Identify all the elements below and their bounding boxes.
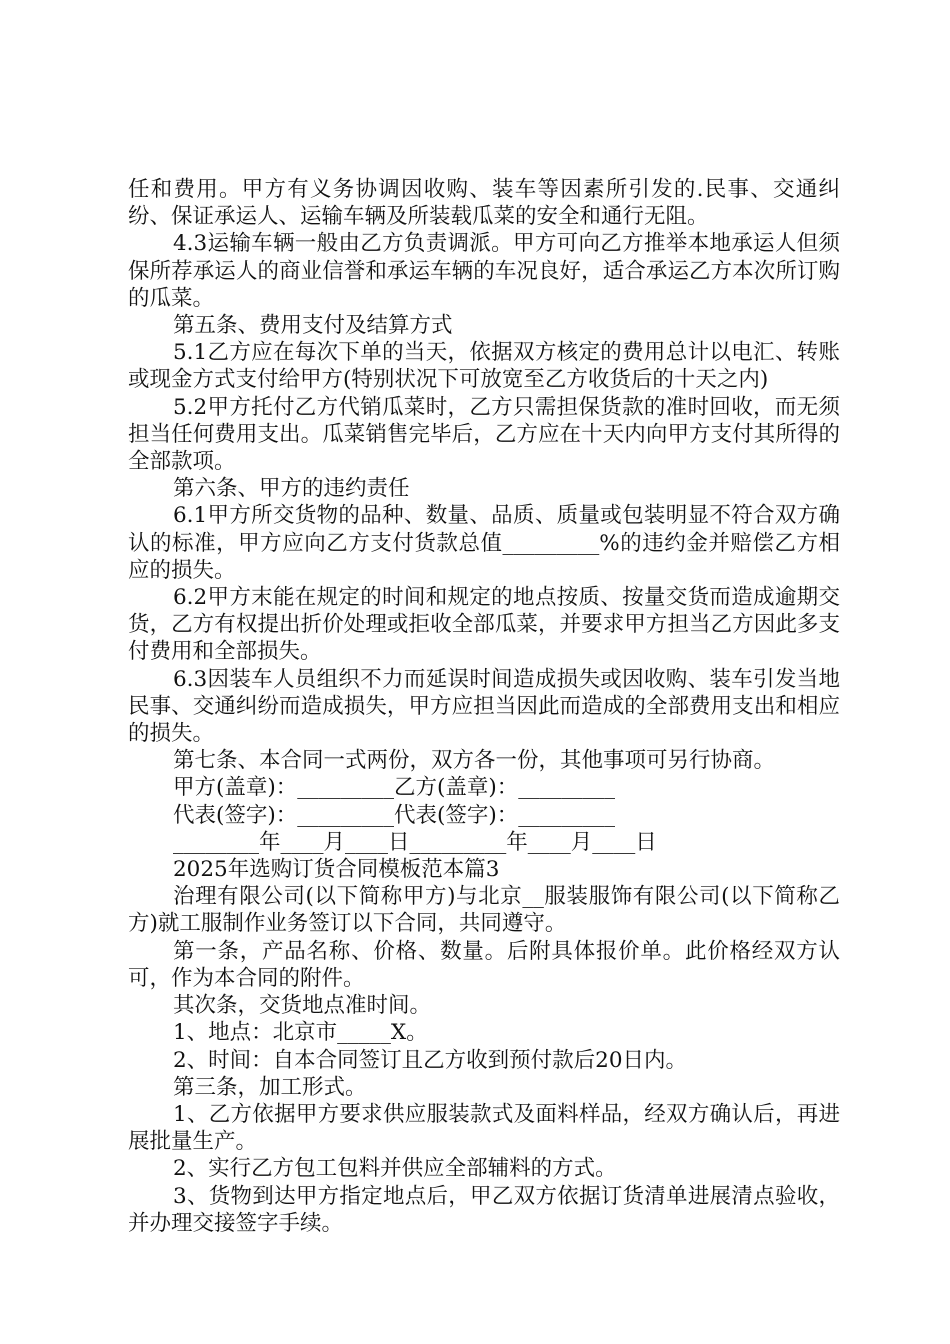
paragraph: 治理有限公司(以下简称甲方)与北京__服装服饰有限公司(以下简称乙方)就工服制作业务签订以下合同，共同遵守。 [128,884,840,937]
paragraph: 4.3运输车辆一般由乙方负责调派。甲方可向乙方推举本地承运人但须保所荐承运人的商业信誉和承运车辆的车况良好，适合承运乙方本次所订购的瓜菜。 [128,231,840,311]
paragraph: 6.3因装车人员组织不力而延误时间造成损失或因收购、装车引发当地民事、交通纠纷而造成损失，甲方应担当因此而造成的全部费用支出和相应的损失。 [128,666,840,747]
clause-heading: 第五条、费用支付及结算方式 [173,313,453,339]
date-line: ________年____月____日_________年____月____日 [173,829,657,855]
list-item: 1、乙方依据甲方要求供应服装款式及面料样品，经双方确认后，再进展批量生产。 [128,1101,840,1155]
paragraph: 6.2甲方末能在规定的时间和规定的地点按质、按量交货而造成逾期交货，乙方有权提出折价处理或拒收全部瓜菜，并要求甲方担当乙方因此多支付费用和全部损失。 [128,585,840,665]
list-item: 2、时间：自本合同签订且乙方收到预付款后20日内。 [173,1047,688,1073]
paragraph: 5.1乙方应在每次下单的当天，依据双方核定的费用总计以电汇、转账或现金方式支付给甲方(特别状况下可放宽至乙方收货后的十天之内) [128,340,840,393]
clause-heading: 第三条，加工形式。 [173,1074,367,1100]
paragraph: 任和费用。甲方有义务协调因收购、装车等因素所引发的.民事、交通纠纷、保证承运人、运输车辆及所装载瓜菜的安全和通行无阻。 [128,177,840,230]
clause-heading: 其次条，交货地点准时间。 [173,993,432,1019]
signature-line-seal: 甲方(盖章)：_________乙方(盖章)：_________ [173,775,616,801]
signature-line-representative: 代表(签字)：_________代表(签字)：_________ [173,802,616,828]
list-item: 1、地点：北京市_____X。 [173,1020,428,1046]
list-item: 3、货物到达甲方指定地点后，甲乙双方依据订货清单进展清点验收，并办理交接签字手续。 [128,1183,840,1236]
clause-heading: 第六条、甲方的违约责任 [173,476,410,502]
list-item: 2、实行乙方包工包料并供应全部辅料的方式。 [173,1156,617,1182]
document-body [128,176,840,1237]
section-title: 2025年选购订货合同模板范本篇3 [173,857,500,883]
clause-heading: 第一条，产品名称、价格、数量。后附具体报价单。此价格经双方认可，作为本合同的附件。 [128,938,840,991]
paragraph: 5.2甲方托付乙方代销瓜菜时，乙方只需担保货款的准时回收，而无须担当任何费用支出。瓜菜销售完毕后，乙方应在十天内向甲方支付其所得的全部款项。 [128,394,840,475]
clause-heading: 第七条、本合同一式两份，双方各一份，其他事项可另行协商。 [173,748,776,774]
paragraph: 6.1甲方所交货物的品种、数量、品质、质量或包装明显不符合双方确认的标准，甲方应向乙方支付货款总值_________%的违约金并赔偿乙方相应的损失。 [128,503,840,583]
